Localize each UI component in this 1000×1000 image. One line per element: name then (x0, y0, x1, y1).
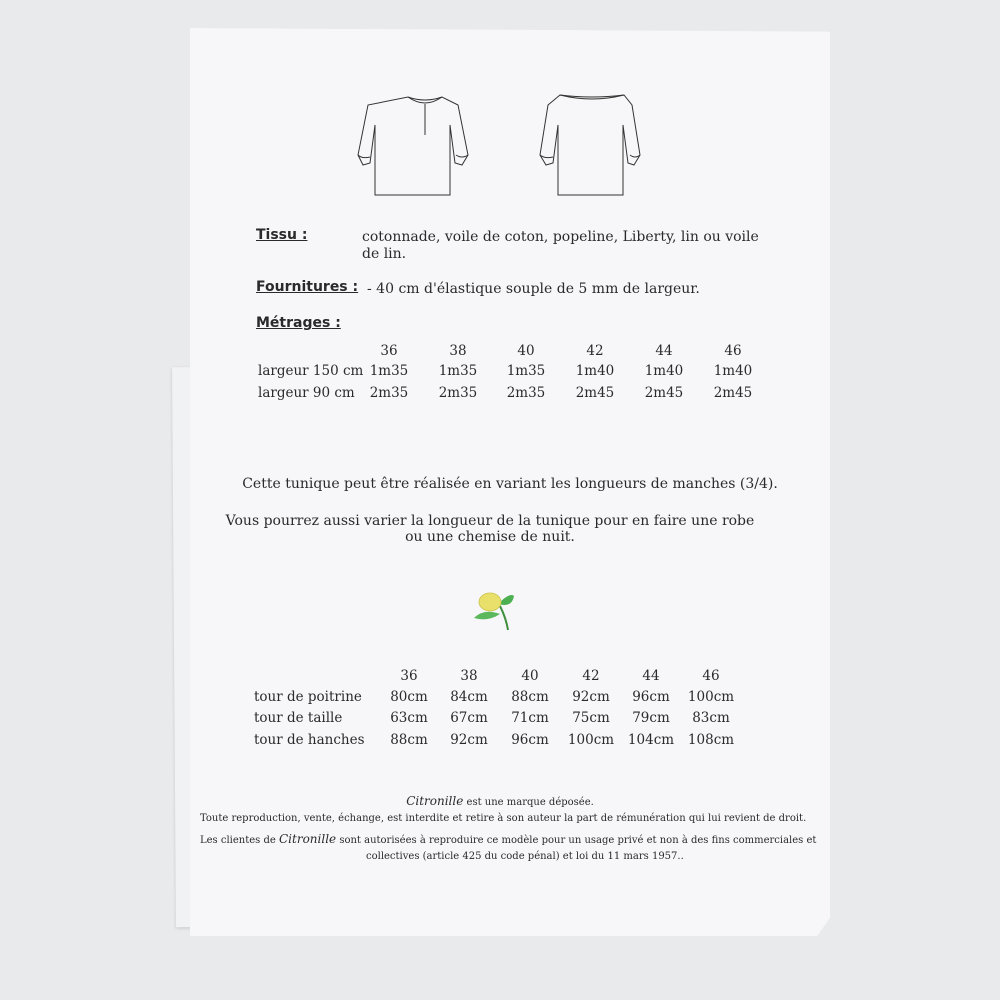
footer-line3 (200, 831, 817, 849)
back-view-icon (540, 95, 640, 195)
table-cell: 1m40 (575, 363, 615, 379)
table-cell: 88cm (390, 732, 428, 748)
table-cell: 79cm (632, 710, 670, 726)
footer-line2: Toute reproduction, vente, échange, est interdite et retire à son auteur la part de rémunération qui lui revient de droit. (200, 813, 807, 824)
size-header-42: 42 (582, 668, 600, 684)
table-cell: 84cm (450, 689, 488, 705)
yardage-label: Métrages : (256, 315, 341, 331)
footer-line3-brand: Citronille (278, 832, 337, 846)
supplies-text: - 40 cm d'élastique souple de 5 mm de largeur. (367, 281, 700, 297)
table-cell: 96cm (632, 689, 670, 705)
table-cell: 1m35 (438, 363, 478, 379)
footer-line3-suffix: sont autorisées à reproduire ce modèle pour un usage privé et non à des fins commerciales et (339, 835, 817, 846)
row-label: tour de hanches (254, 732, 365, 748)
table-cell: 104cm (627, 732, 675, 748)
supplies-label: Fournitures : (256, 279, 359, 295)
size-header-38: 38 (449, 343, 467, 359)
fabric-text-line1: cotonnade, voile de coton, popeline, Liberty, lin ou voile (362, 229, 759, 245)
row-label: tour de taille (254, 710, 343, 726)
table-cell: 1m40 (713, 363, 753, 379)
lemon-logo-icon (470, 586, 518, 632)
size-header-44: 44 (642, 668, 660, 684)
footer-line3-prefix: Les clientes de (200, 835, 276, 846)
note-length-line1: Vous pourrez aussi varier la longueur de la tunique pour en faire une robe (225, 513, 755, 529)
table-cell: 88cm (511, 689, 549, 705)
size-header-40: 40 (521, 668, 539, 684)
table-cell: 1m40 (644, 363, 684, 379)
table-cell: 67cm (450, 710, 488, 726)
table-cell: 2m35 (506, 385, 546, 401)
table-cell: 71cm (511, 710, 549, 726)
brand-script: Citronille (406, 794, 464, 808)
front-view-icon (358, 97, 468, 195)
garment-illustrations (330, 85, 650, 205)
table-cell: 80cm (390, 689, 428, 705)
size-header-46: 46 (702, 668, 720, 684)
table-cell: 75cm (572, 710, 610, 726)
table-cell: 100cm (687, 689, 735, 705)
table-cell: 2m45 (713, 385, 753, 401)
table-cell: 100cm (567, 732, 615, 748)
size-header-44: 44 (655, 343, 673, 359)
table-cell: 83cm (692, 710, 730, 726)
table-cell: 108cm (687, 732, 735, 748)
fabric-text-line2: de lin. (362, 246, 407, 262)
table-cell: 1m35 (506, 363, 546, 379)
table-cell: 92cm (572, 689, 610, 705)
size-header-36: 36 (400, 668, 418, 684)
note-length-line2: ou une chemise de nuit. (405, 529, 575, 545)
size-header-40: 40 (517, 343, 535, 359)
footer-line1 (200, 793, 800, 811)
table-cell: 63cm (390, 710, 428, 726)
brand-suffix: est une marque déposée. (466, 797, 594, 808)
size-header-42: 42 (586, 343, 604, 359)
table-cell: 96cm (511, 732, 549, 748)
size-header-38: 38 (460, 668, 478, 684)
note-sleeves: Cette tunique peut être réalisée en variant les longueurs de manches (3/4). (242, 476, 778, 492)
row-label: tour de poitrine (254, 689, 362, 705)
table-cell: 2m45 (575, 385, 615, 401)
table-cell: 92cm (450, 732, 488, 748)
row-label: largeur 150 cm (258, 363, 364, 379)
fabric-label: Tissu : (256, 227, 308, 243)
table-cell: 2m45 (644, 385, 684, 401)
size-header-36: 36 (380, 343, 398, 359)
footer-line4: collectives (article 425 du code pénal) et loi du 11 mars 1957.. (366, 851, 684, 862)
size-header-46: 46 (724, 343, 742, 359)
row-label: largeur 90 cm (258, 385, 355, 401)
table-cell: 1m35 (369, 363, 409, 379)
table-cell: 2m35 (369, 385, 409, 401)
table-cell: 2m35 (438, 385, 478, 401)
